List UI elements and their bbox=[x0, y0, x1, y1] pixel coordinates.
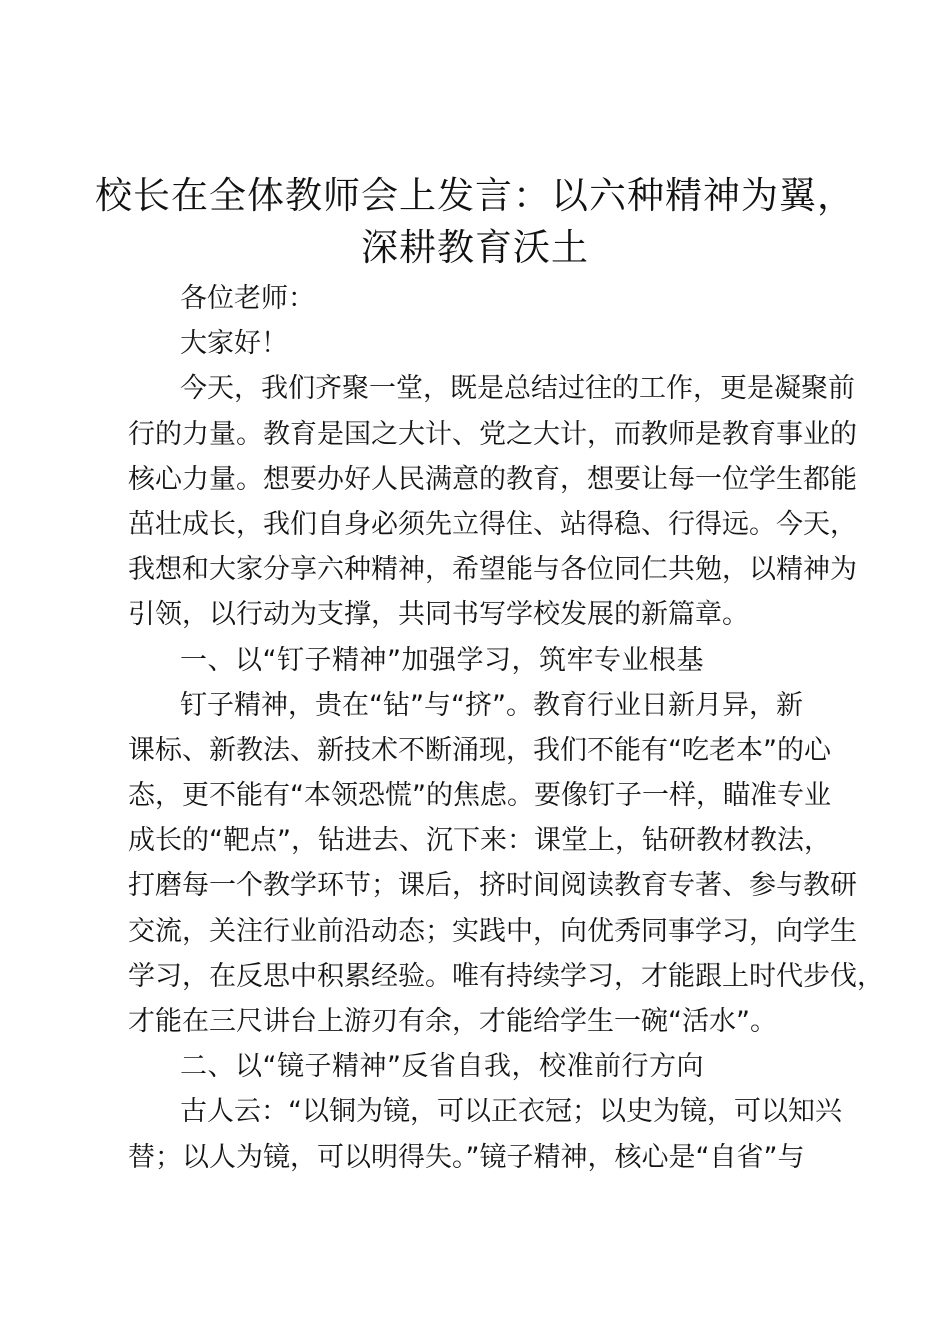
title-line-1: 校长在全体教师会上发言：以六种精神为翼， bbox=[95, 174, 855, 217]
section-heading-2: 二、以“镜子精神”反省自我，校准前行方向 bbox=[180, 1051, 704, 1083]
paragraph-line: 钉子精神，贵在“钻”与“挤”。教育行业日新月异，新 bbox=[180, 689, 803, 721]
paragraph-line: 交流，关注行业前沿动态；实践中，向优秀同事学习，向学生 bbox=[128, 915, 857, 947]
paragraph-line: 才能在三尺讲台上游刃有余，才能给学生一碗“活水”。 bbox=[128, 1006, 777, 1037]
paragraph-line: 成长的“靶点”，钻进去、沉下来：课堂上，钻研教材教法， bbox=[128, 825, 831, 857]
paragraph-line: 古人云：“以铜为镜，可以正衣冠；以史为镜，可以知兴 bbox=[180, 1096, 842, 1128]
section-heading-1: 一、以“钉子精神”加强学习，筑牢专业根基 bbox=[180, 644, 704, 676]
paragraph-line: 学习，在反思中积累经验。唯有持续学习，才能跟上时代步伐， bbox=[128, 960, 884, 992]
paragraph-line: 替；以人为镜，可以明得失。”镜子精神，核心是“自省”与 bbox=[128, 1141, 805, 1173]
paragraph-line: 茁壮成长，我们自身必须先立得住、站得稳、行得远。今天， bbox=[128, 508, 857, 540]
paragraph-line: 我想和大家分享六种精神，希望能与各位同仁共勉，以精神为 bbox=[128, 554, 857, 586]
paragraph-line: 核心力量。想要办好人民满意的教育，想要让每一位学生都能 bbox=[128, 463, 857, 495]
greeting: 大家好！ bbox=[180, 328, 288, 360]
paragraph-line: 引领，以行动为支撑，共同书写学校发展的新篇章。 bbox=[128, 599, 749, 631]
paragraph-line: 课标、新教法、新技术不断涌现，我们不能有“吃老本”的心 bbox=[128, 734, 831, 766]
document-body bbox=[128, 276, 884, 1180]
salutation: 各位老师： bbox=[180, 283, 315, 314]
paragraph-line: 今天，我们齐聚一堂，既是总结过往的工作，更是凝聚前 bbox=[180, 373, 855, 405]
paragraph-line: 行的力量。教育是国之大计、党之大计，而教师是教育事业的 bbox=[128, 418, 857, 450]
title-line-2: 深耕教育沃土 bbox=[361, 226, 589, 269]
document-title bbox=[90, 170, 860, 274]
paragraph-line: 打磨每一个教学环节；课后，挤时间阅读教育专著、参与教研 bbox=[128, 870, 857, 902]
paragraph-line: 态，更不能有“本领恐慌”的焦虑。要像钉子一样，瞄准专业 bbox=[128, 780, 831, 812]
